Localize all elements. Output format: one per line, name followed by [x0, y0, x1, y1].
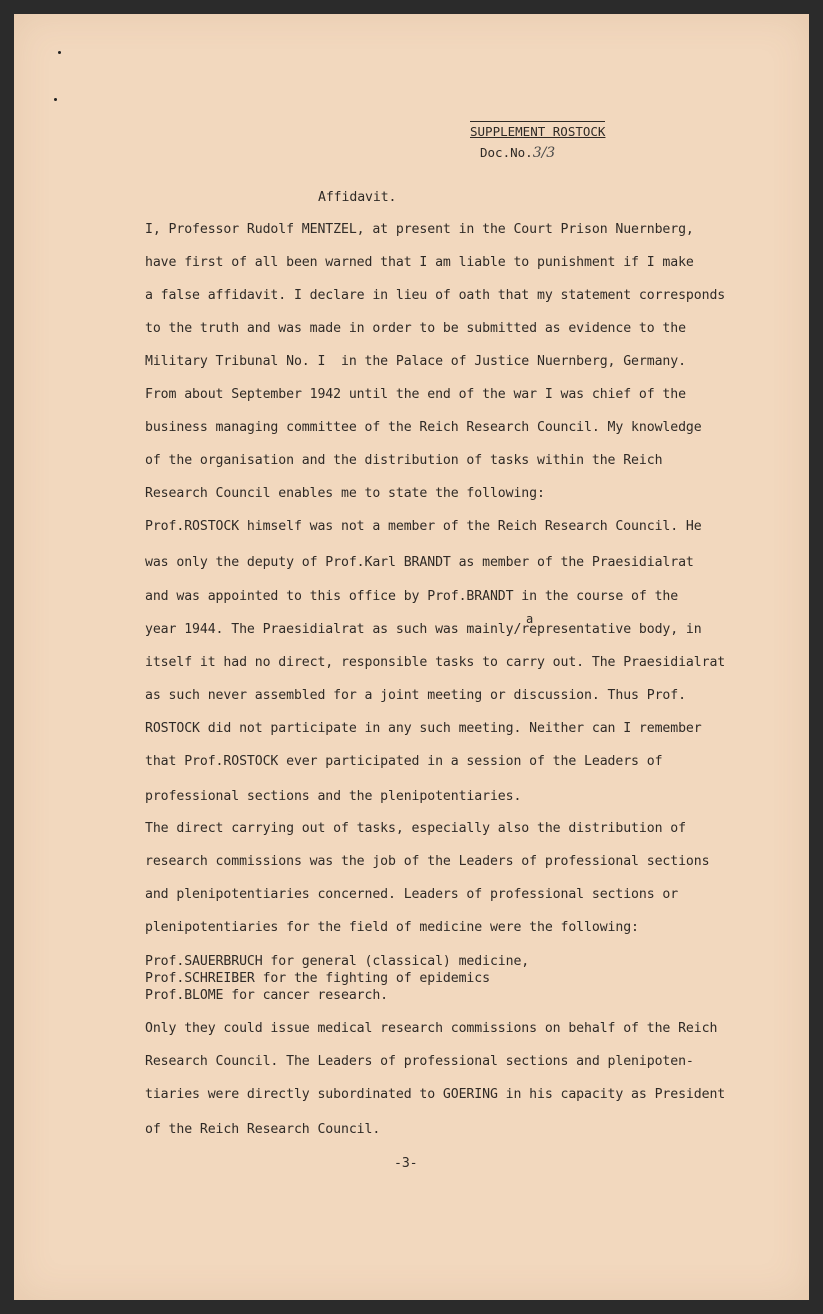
text-line: and plenipotentiaries concerned. Leaders of professional sections or — [145, 887, 679, 902]
text-line: I, Professor Rudolf MENTZEL, at present in the Court Prison Nuernberg, — [145, 222, 694, 237]
text-line: a false affidavit. I declare in lieu of oath that my statement corresponds — [145, 288, 726, 303]
text-line: From about September 1942 until the end of the war I was chief of the — [145, 387, 686, 402]
text-line: Only they could issue medical research commissions on behalf of the Reich — [145, 1021, 718, 1036]
text-line: Research Council enables me to state the following: — [145, 486, 545, 501]
text-line: Prof.ROSTOCK himself was not a member of the Reich Research Council. He — [145, 519, 702, 534]
doc-number-label: Doc.No. — [480, 145, 533, 160]
text-line: was only the deputy of Prof.Karl BRANDT as member of the Praesidialrat — [145, 555, 694, 570]
text-line: plenipotentiaries for the field of medicine were the following: — [145, 920, 639, 935]
text-line: professional sections and the plenipotentiaries. — [145, 789, 522, 804]
doc-number — [480, 145, 555, 161]
supplement-label: SUPPLEMENT ROSTOCK — [470, 124, 606, 139]
text-line: that Prof.ROSTOCK ever participated in a session of the Leaders of — [145, 754, 663, 769]
text-line: research commissions was the job of the Leaders of professional sections — [145, 854, 710, 869]
text-line: Military Tribunal No. I in the Palace of Justice Nuernberg, Germany. — [145, 354, 686, 369]
text-line: and was appointed to this office by Prof.BRANDT in the course of the — [145, 589, 679, 604]
ink-speck — [58, 51, 61, 54]
ink-speck — [54, 98, 57, 101]
text-line: tiaries were directly subordinated to GOERING in his capacity as President — [145, 1087, 726, 1102]
page-number: -3- — [394, 1156, 418, 1171]
text-line: of the Reich Research Council. — [145, 1122, 381, 1137]
text-line: business managing committee of the Reich Research Council. My knowledge — [145, 420, 702, 435]
handwritten-insertion: a — [526, 612, 534, 626]
text-line: to the truth and was made in order to be submitted as evidence to the — [145, 321, 686, 336]
text-line: as such never assembled for a joint meeting or discussion. Thus Prof. — [145, 688, 686, 703]
document-title: Affidavit. — [318, 190, 397, 205]
list-item: Prof.SAUERBRUCH for general (classical) medicine, — [145, 954, 530, 969]
text-line: year 1944. The Praesidialrat as such was mainly/representative body, in — [145, 622, 702, 637]
text-line: itself it had no direct, responsible tasks to carry out. The Praesidialrat — [145, 655, 726, 670]
list-item: Prof.SCHREIBER for the fighting of epidemics — [145, 971, 490, 986]
list-item: Prof.BLOME for cancer research. — [145, 988, 389, 1003]
text-line: of the organisation and the distribution of tasks within the Reich — [145, 453, 663, 468]
text-line: ROSTOCK did not participate in any such meeting. Neither can I remember — [145, 721, 702, 736]
text-line: The direct carrying out of tasks, especially also the distribution of — [145, 821, 686, 836]
doc-number-value: 3/3 — [532, 145, 556, 161]
text-line: Research Council. The Leaders of professional sections and plenipoten- — [145, 1054, 694, 1069]
text-line: have first of all been warned that I am liable to punishment if I make — [145, 255, 694, 270]
